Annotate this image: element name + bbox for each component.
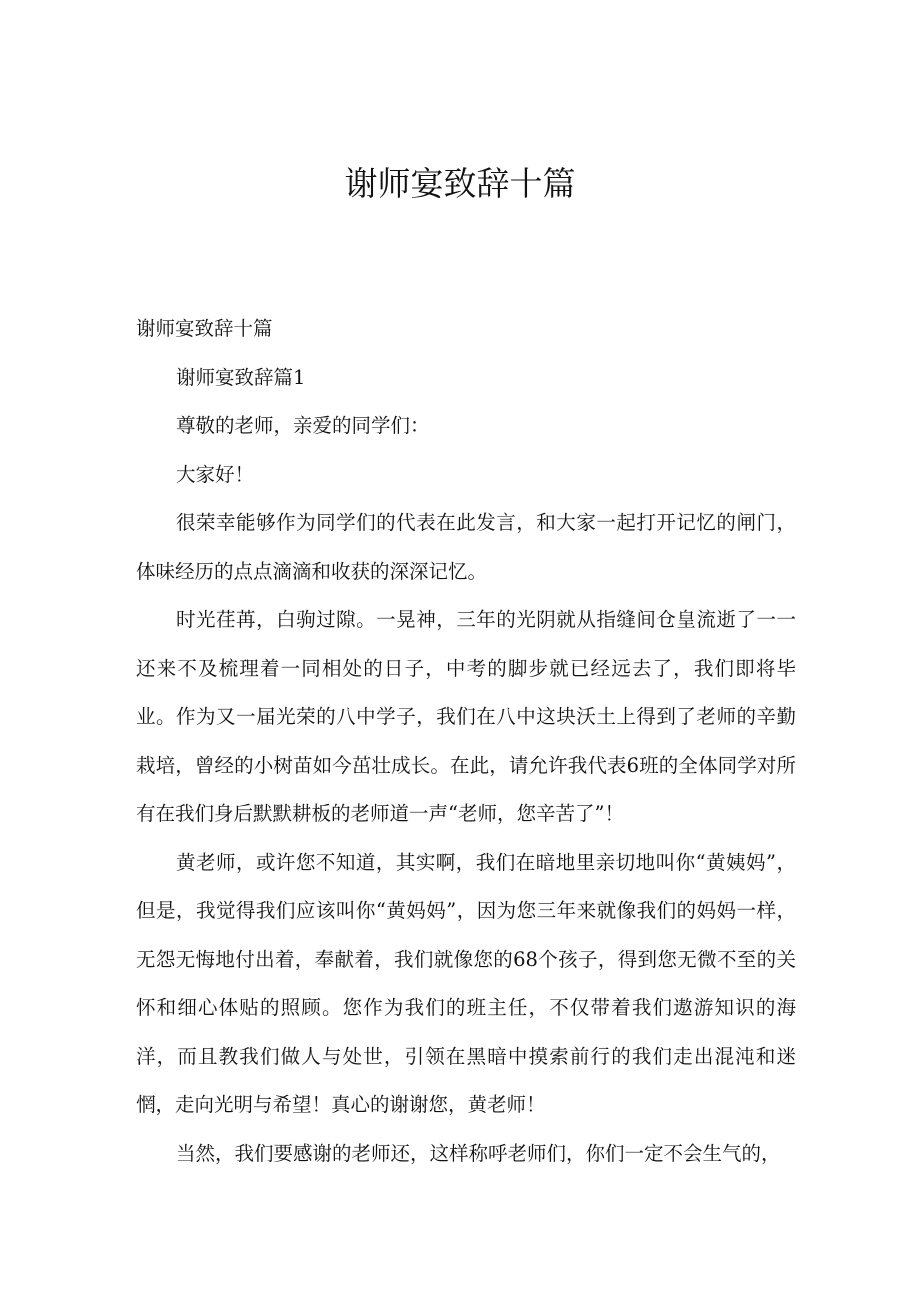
document-subtitle: 谢师宴致辞十篇 xyxy=(136,317,273,340)
paragraph: 黄老师，或许您不知道，其实啊，我们在暗地里亲切地叫你“黄姨妈”，但是，我觉得我们应该叫你“黄妈妈”，因为您三年来就像我们的妈妈一样，无怨无悔地付出着，奉献着，我们就像您的68个孩子，得到您无微不至的关怀和细心体贴的照顾。您作为我们的班主任，不仅带着我们遨游知识的海洋，而且教我们做人与处世，引领在黑暗中摸索前行的我们走出混沌和迷惘，走向光明与希望！真心的谢谢您，黄老师！ xyxy=(136,850,796,1116)
paragraph: 时光荏苒，白驹过隙。一晃神，三年的光阴就从指缝间仓皇流逝了一一还来不及梳理着一同相处的日子，中考的脚步就已经远去了，我们即将毕业。作为又一届光荣的八中学子，我们在八中这块沃土上得到了老师的辛勤栽培，曾经的小树苗如今茁壮成长。在此，请允许我代表6班的全体同学对所有在我们身后默默耕板的老师道一声“老师，您辛苦了”！ xyxy=(136,608,796,825)
document-title: 谢师宴致辞十篇 xyxy=(344,164,576,203)
document-body xyxy=(136,305,796,1178)
paragraph: 当然，我们要感谢的老师还，这样称呼老师们，你们一定不会生气的， xyxy=(176,1141,781,1165)
salutation: 尊敬的老师，亲爱的同学们： xyxy=(176,414,430,437)
section-heading: 谢师宴致辞篇1 xyxy=(176,365,306,389)
paragraph: 很荣幸能够作为同学们的代表在此发言，和大家一起打开记忆的闸门，体味经历的点点滴滴和收获的深深记忆。 xyxy=(136,511,796,583)
greeting: 大家好！ xyxy=(176,462,255,486)
